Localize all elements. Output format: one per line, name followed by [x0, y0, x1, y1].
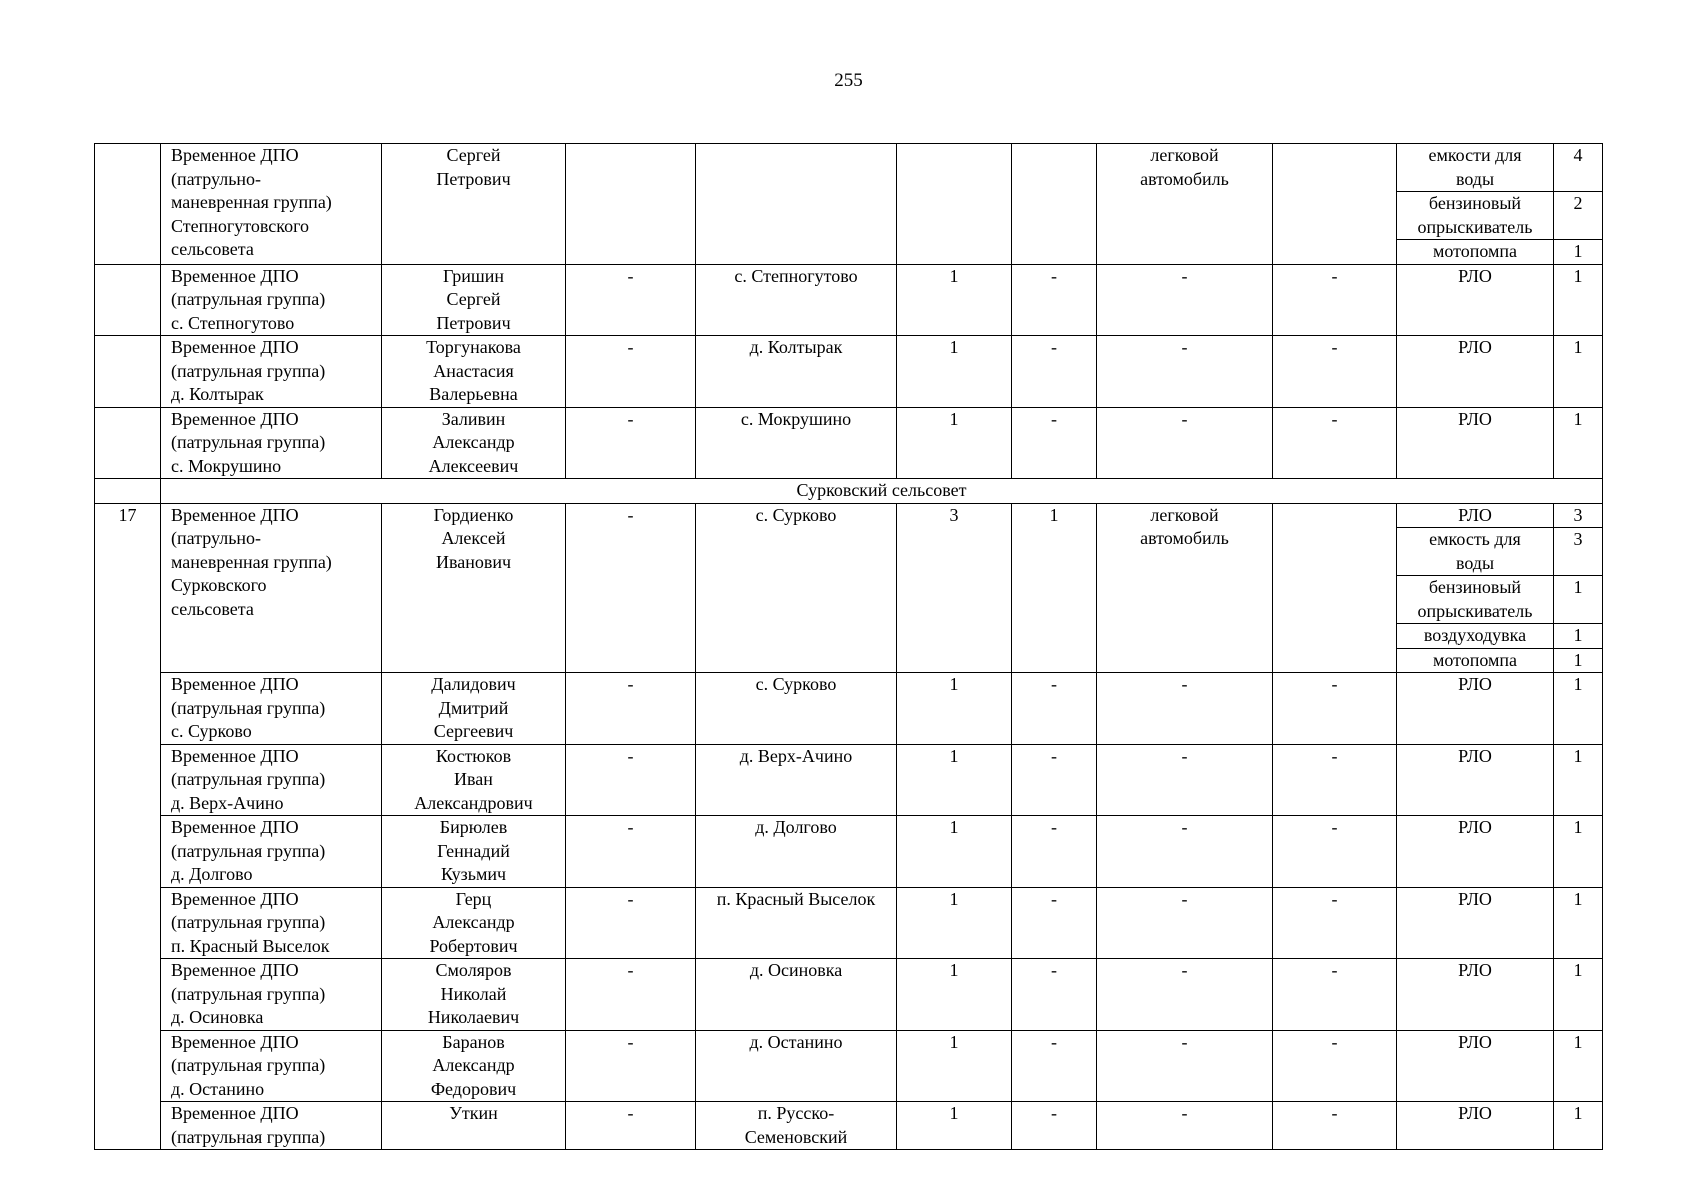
cell-location: д. Долгово — [696, 816, 897, 888]
cell-unit: Временное ДПО (патрульная группа) д. Осиновка — [161, 959, 382, 1031]
cell-location: п. Русско- Семеновский — [696, 1102, 897, 1150]
cell-c5: 1 — [897, 673, 1012, 745]
cell-vehicle: - — [1097, 744, 1273, 816]
cell-quantity: 3 — [1554, 528, 1603, 576]
cell-unit: Временное ДПО (патрульная группа) д. Колтырак — [161, 336, 382, 408]
cell-location: с. Сурково — [696, 673, 897, 745]
section-title: Сурковский сельсовет — [161, 479, 1603, 504]
cell-vehicle: - — [1097, 264, 1273, 336]
cell-c8: - — [1273, 407, 1397, 479]
cell-c6: 1 — [1012, 503, 1097, 673]
cell-c3: - — [566, 503, 696, 673]
cell-location — [696, 144, 897, 265]
cell-num: 17 — [95, 503, 161, 1150]
cell-c6: - — [1012, 1030, 1097, 1102]
cell-location: п. Красный Выселок — [696, 887, 897, 959]
cell-c3: - — [566, 336, 696, 408]
table-row — [95, 336, 1603, 408]
cell-quantity: 1 — [1554, 1102, 1603, 1150]
cell-location: д. Осиновка — [696, 959, 897, 1031]
cell-head: Костюков Иван Александрович — [382, 744, 566, 816]
cell-c5: 1 — [897, 816, 1012, 888]
cell-c8: - — [1273, 744, 1397, 816]
table-row — [95, 816, 1603, 888]
cell-c6: - — [1012, 959, 1097, 1031]
cell-quantity: 1 — [1554, 407, 1603, 479]
cell-c6: - — [1012, 1102, 1097, 1150]
cell-num — [95, 407, 161, 479]
cell-unit: Временное ДПО (патрульная группа) д. Останино — [161, 1030, 382, 1102]
section-row — [95, 479, 1603, 504]
cell-c8: - — [1273, 887, 1397, 959]
cell-c3: - — [566, 1102, 696, 1150]
cell-unit: Временное ДПО (патрульно- маневренная группа) Степногутовского сельсовета — [161, 144, 382, 265]
cell-quantity: 1 — [1554, 624, 1603, 649]
cell-c3: - — [566, 673, 696, 745]
cell-vehicle: легковой автомобиль — [1097, 144, 1273, 265]
cell-quantity: 4 — [1554, 144, 1603, 192]
cell-num — [95, 264, 161, 336]
cell-equipment: РЛО — [1397, 407, 1554, 479]
cell-c8: - — [1273, 336, 1397, 408]
cell-c8: - — [1273, 816, 1397, 888]
cell-equipment: воздуходувка — [1397, 624, 1554, 649]
cell-equipment: бензиновый опрыскиватель — [1397, 192, 1554, 240]
page-number: 255 — [834, 70, 863, 91]
cell-quantity: 1 — [1554, 648, 1603, 673]
cell-unit: Временное ДПО (патрульная группа) д. Долгово — [161, 816, 382, 888]
cell-head: Бирюлев Геннадий Кузьмич — [382, 816, 566, 888]
cell-unit: Временное ДПО (патрульная группа) с. Мокрушино — [161, 407, 382, 479]
cell-equipment: мотопомпа — [1397, 240, 1554, 265]
cell-location: с. Степногутово — [696, 264, 897, 336]
cell-location: с. Мокрушино — [696, 407, 897, 479]
cell-c6: - — [1012, 887, 1097, 959]
fire-brigade-table — [94, 143, 1603, 1150]
cell-head: Далидович Дмитрий Сергеевич — [382, 673, 566, 745]
cell-c6: - — [1012, 407, 1097, 479]
cell-c5: 1 — [897, 887, 1012, 959]
cell-head: Баранов Александр Федорович — [382, 1030, 566, 1102]
cell-quantity: 1 — [1554, 576, 1603, 624]
cell-equipment: РЛО — [1397, 264, 1554, 336]
cell-quantity: 1 — [1554, 744, 1603, 816]
cell-quantity: 1 — [1554, 1030, 1603, 1102]
table-row — [95, 1030, 1603, 1102]
cell-head: Смоляров Николай Николаевич — [382, 959, 566, 1031]
cell-head: Сергей Петрович — [382, 144, 566, 265]
cell-c5: 1 — [897, 336, 1012, 408]
cell-c8: - — [1273, 264, 1397, 336]
cell-c6 — [1012, 144, 1097, 265]
cell-quantity: 1 — [1554, 959, 1603, 1031]
cell-head: Уткин — [382, 1102, 566, 1150]
table-row — [95, 144, 1603, 192]
cell-c5: 1 — [897, 407, 1012, 479]
cell-equipment: РЛО — [1397, 744, 1554, 816]
section-num-cell — [95, 479, 161, 504]
cell-quantity: 1 — [1554, 887, 1603, 959]
cell-vehicle: - — [1097, 407, 1273, 479]
cell-vehicle: легковой автомобиль — [1097, 503, 1273, 673]
cell-c6: - — [1012, 264, 1097, 336]
cell-head: Гордиенко Алексей Иванович — [382, 503, 566, 673]
cell-location: д. Верх-Ачино — [696, 744, 897, 816]
cell-c8: - — [1273, 959, 1397, 1031]
table-row — [95, 1102, 1603, 1150]
cell-c8: - — [1273, 1102, 1397, 1150]
cell-location: д. Останино — [696, 1030, 897, 1102]
cell-location: с. Сурково — [696, 503, 897, 673]
cell-c5: 1 — [897, 744, 1012, 816]
table-row — [95, 744, 1603, 816]
cell-unit: Временное ДПО (патрульная группа) с. Сурково — [161, 673, 382, 745]
cell-equipment: РЛО — [1397, 336, 1554, 408]
cell-equipment: РЛО — [1397, 503, 1554, 528]
cell-vehicle: - — [1097, 673, 1273, 745]
cell-c6: - — [1012, 816, 1097, 888]
table-row — [95, 407, 1603, 479]
cell-unit: Временное ДПО (патрульная группа) д. Верх-Ачино — [161, 744, 382, 816]
cell-unit: Временное ДПО (патрульно- маневренная группа) Сурковского сельсовета — [161, 503, 382, 673]
cell-c5: 1 — [897, 1030, 1012, 1102]
cell-c8 — [1273, 144, 1397, 265]
cell-equipment: РЛО — [1397, 816, 1554, 888]
cell-c6: - — [1012, 673, 1097, 745]
cell-c5: 3 — [897, 503, 1012, 673]
cell-c6: - — [1012, 744, 1097, 816]
cell-c3: - — [566, 959, 696, 1031]
cell-c3: - — [566, 1030, 696, 1102]
cell-equipment: бензиновый опрыскиватель — [1397, 576, 1554, 624]
cell-quantity: 1 — [1554, 336, 1603, 408]
cell-head: Торгунакова Анастасия Валерьевна — [382, 336, 566, 408]
cell-equipment: емкости для воды — [1397, 144, 1554, 192]
cell-num — [95, 336, 161, 408]
cell-location: д. Колтырак — [696, 336, 897, 408]
cell-c5: 1 — [897, 959, 1012, 1031]
cell-c8: - — [1273, 673, 1397, 745]
cell-vehicle: - — [1097, 816, 1273, 888]
cell-head: Герц Александр Робертович — [382, 887, 566, 959]
cell-c3 — [566, 144, 696, 265]
cell-unit: Временное ДПО (патрульная группа) с. Степногутово — [161, 264, 382, 336]
cell-c3: - — [566, 744, 696, 816]
table-row — [95, 887, 1603, 959]
cell-c3: - — [566, 264, 696, 336]
cell-vehicle: - — [1097, 959, 1273, 1031]
cell-unit: Временное ДПО (патрульная группа) — [161, 1102, 382, 1150]
cell-num — [95, 144, 161, 265]
cell-equipment: РЛО — [1397, 959, 1554, 1031]
cell-unit: Временное ДПО (патрульная группа) п. Красный Выселок — [161, 887, 382, 959]
cell-c5: 1 — [897, 1102, 1012, 1150]
table-row — [95, 503, 1603, 528]
cell-c3: - — [566, 407, 696, 479]
cell-c8: - — [1273, 1030, 1397, 1102]
table-row — [95, 264, 1603, 336]
table-row — [95, 959, 1603, 1031]
cell-vehicle: - — [1097, 887, 1273, 959]
cell-head: Заливин Александр Алексеевич — [382, 407, 566, 479]
cell-quantity: 1 — [1554, 816, 1603, 888]
cell-equipment: РЛО — [1397, 887, 1554, 959]
cell-c8 — [1273, 503, 1397, 673]
cell-c3: - — [566, 887, 696, 959]
table-row — [95, 673, 1603, 745]
cell-vehicle: - — [1097, 336, 1273, 408]
cell-equipment: РЛО — [1397, 1030, 1554, 1102]
cell-equipment: РЛО — [1397, 673, 1554, 745]
cell-vehicle: - — [1097, 1030, 1273, 1102]
cell-quantity: 1 — [1554, 264, 1603, 336]
cell-equipment: мотопомпа — [1397, 648, 1554, 673]
cell-equipment: емкость для воды — [1397, 528, 1554, 576]
cell-head: Гришин Сергей Петрович — [382, 264, 566, 336]
cell-c6: - — [1012, 336, 1097, 408]
cell-quantity: 1 — [1554, 673, 1603, 745]
cell-quantity: 1 — [1554, 240, 1603, 265]
cell-c5: 1 — [897, 264, 1012, 336]
cell-c3: - — [566, 816, 696, 888]
cell-c5 — [897, 144, 1012, 265]
cell-vehicle: - — [1097, 1102, 1273, 1150]
cell-quantity: 2 — [1554, 192, 1603, 240]
cell-equipment: РЛО — [1397, 1102, 1554, 1150]
cell-quantity: 3 — [1554, 503, 1603, 528]
